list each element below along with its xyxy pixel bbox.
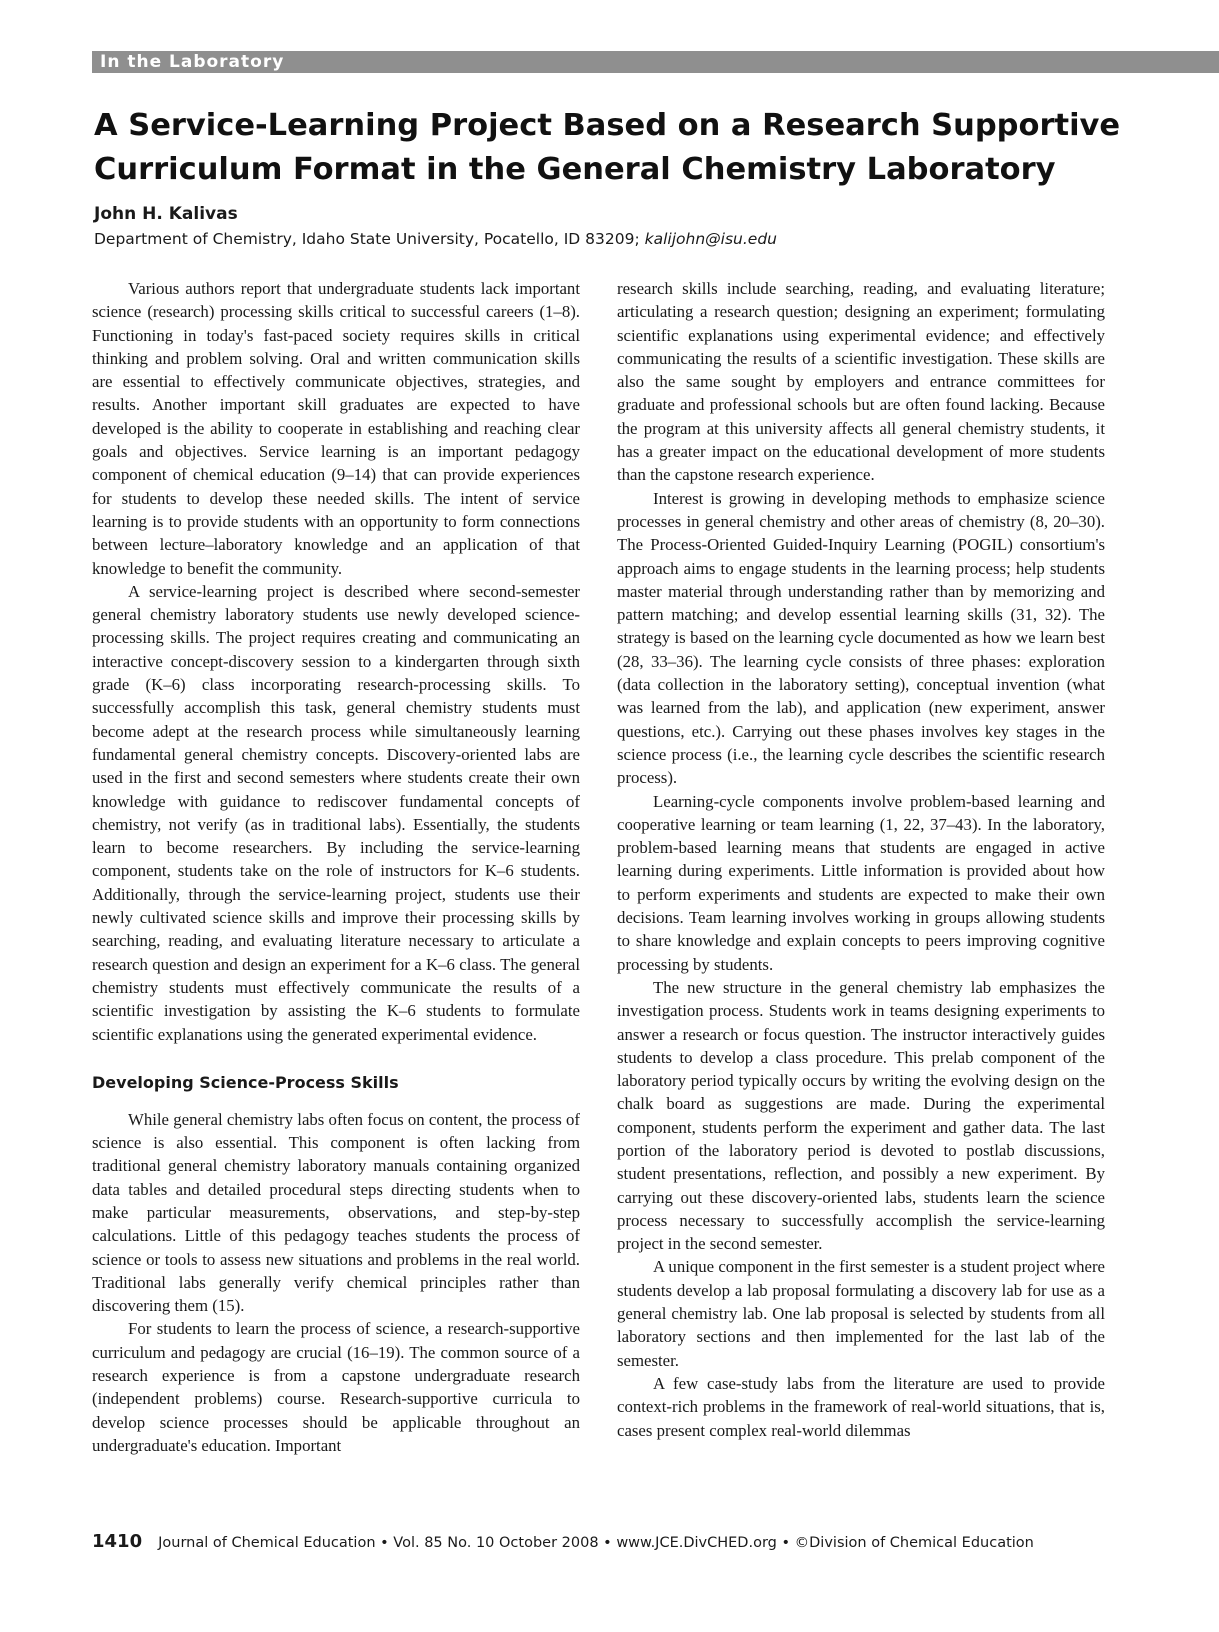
- paragraph: While general chemistry labs often focus on content, the process of science is also essential. This component is often lacking from traditional general chemistry laboratory manuals containing organized data tables and detailed procedural steps directing students when to make particular measurements, observations, and step-by-step calculations. Little of this pedagogy teaches students the process of science or tools to assess new situations and problems in the real world. Traditional labs generally verify chemical principles rather than discovering them (15).: [92, 1109, 580, 1316]
- paragraph: Interest is growing in developing methods to emphasize science processes in general chemistry and other areas of chemistry (8, 20–30). The Process-Oriented Guided-Inquiry Learning (POGIL) consortium's approach aims to engage students in the learning process; help students master material through understanding rather than by memorizing and pattern matching; and develop essential learning skills (31, 32). The strategy is based on the learning cycle documented as how we learn best (28, 33–36). The learning cycle consists of three phases: exploration (data collection in the laboratory setting), conceptual invention (what was learned from the lab), and application (new experiment, answer questions, etc.). Carrying out these phases involves key stages in the science process (i.e., the learning cycle describes the scientific research process).: [617, 488, 1105, 788]
- author-email-link[interactable]: kalijohn@isu.edu: [644, 230, 777, 248]
- paragraph: A service-learning project is described where second-semester general chemistry laboratory students use newly developed science-processing skills. The project requires creating and communicating an interactive concept-discovery session to a kindergarten through sixth grade (K–6) class incorporating research-processing skills. To successfully accomplish this task, general chemistry students must become adept at the research process while simultaneously learning fundamental general chemistry concepts. Discovery-oriented labs are used in the first and second semesters where students create their own knowledge with guidance to rediscover fundamental concepts of chemistry, not verify (as in traditional labs). Essentially, the students learn to become researchers. By including the service-learning component, students take on the role of instructors for K–6 students. Additionally, through the service-learning project, students use their newly cultivated science skills and improve their processing skills by searching, reading, and evaluating literature necessary to articulate a research question and design an experiment for a K–6 class. The general chemistry students must effectively communicate the results of a scientific investigation by assisting the K–6 students to formulate scientific explanations using the generated experimental evidence.: [92, 581, 580, 1044]
- journal-citation: Journal of Chemical Education • Vol. 85 No. 10 October 2008 • www.JCE.DivCHED.org • ©Division of Chemical Education: [158, 1535, 1034, 1551]
- page-footer: [92, 1532, 1152, 1553]
- paragraph: research skills include searching, reading, and evaluating literature; articulating a research question; designing an experiment; formulating scientific explanations using experimental evidence; and effectively communicating the results of a scientific investigation. These skills are also the same sought by employers and entrance committees for graduate and professional schools but are often found lacking. Because the program at this university affects all general chemistry students, it has a greater impact on the educational development of more students than the capstone research experience.: [617, 279, 1105, 485]
- page-number: 1410: [92, 1531, 143, 1552]
- paragraph: Learning-cycle components involve problem-based learning and cooperative learning or team learning (1, 22, 37–43). In the laboratory, problem-based learning means that students are engaged in active learning during experiments. Little information is provided about how to perform experiments and students are expected to make their own decisions. Team learning involves working in groups allowing students to share knowledge and explain concepts to peers improving cognitive processing by students.: [617, 791, 1105, 974]
- left-column: [92, 277, 580, 1457]
- affiliation-text: Department of Chemistry, Idaho State University, Pocatello, ID 83209;: [94, 230, 645, 248]
- right-column: [617, 277, 1105, 1442]
- section-band: [92, 51, 1219, 73]
- author-affiliation: [94, 229, 777, 249]
- paragraph: A few case-study labs from the literature are used to provide context-rich problems in the framework of real-world situations, that is, cases present complex real-world dilemmas: [617, 1373, 1105, 1440]
- paragraph: For students to learn the process of science, a research-supportive curriculum and pedagogy are crucial (16–19). The common source of a research experience is from a capstone undergraduate research (independent problems) course. Research-supportive curricula to develop science processes should be applicable throughout an undergraduate's education. Important: [92, 1319, 580, 1455]
- author-name: John H. Kalivas: [94, 204, 238, 224]
- paragraph: The new structure in the general chemistry lab emphasizes the investigation process. Students work in teams designing experiments to answer a research or focus question. The instructor interactively guides students to develop a class procedure. This prelab component of the laboratory period typically occurs by writing the evolving design on the chalk board as suggestions are made. During the experimental component, students perform the experiment and gather data. The last portion of the laboratory period is devoted to postlab discussions, student presentations, reflection, and possibly a new experiment. By carrying out these discovery-oriented labs, students learn the science process necessary to successfully accomplish the service-learning project in the second semester.: [617, 977, 1105, 1254]
- paragraph: Various authors report that undergraduate students lack important science (research) processing skills critical to successful careers (1–8). Functioning in today's fast-paced society requires skills in critical thinking and problem solving. Oral and written communication skills are essential to effectively communicate objectives, strategies, and results. Another important skill graduates are expected to have developed is the ability to cooperate in establishing and reaching clear goals and objectives. Service learning is an important pedagogy component of chemical education (9–14) that can provide experiences for students to develop these needed skills. The intent of service learning is to provide students with an opportunity to form connections between lecture–laboratory knowledge and an application of that knowledge to benefit the community.: [92, 279, 580, 578]
- paragraph: A unique component in the first semester is a student project where students develop a lab proposal formulating a discovery lab for use as a general chemistry lab. One lab proposal is selected by students from all laboratory sections and then implemented for the last lab of the semester.: [617, 1257, 1105, 1370]
- section-heading: Developing Science-Process Skills: [92, 1072, 399, 1092]
- article-title: A Service-Learning Project Based on a Research Supportive Curriculum Format in the General Chemistry Laboratory: [94, 108, 1121, 187]
- section-label: In the Laboratory: [100, 52, 285, 72]
